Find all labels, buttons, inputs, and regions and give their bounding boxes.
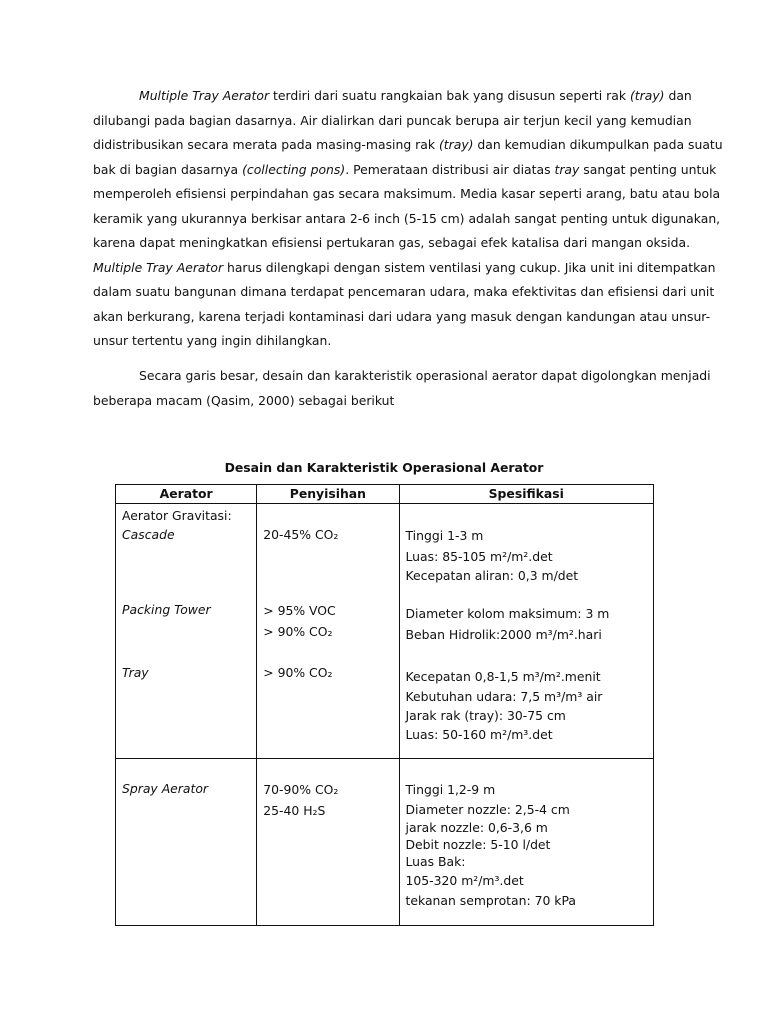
aerator-name-cascade: Cascade bbox=[122, 527, 175, 542]
spec-spray-nozzle-flow: Debit nozzle: 5-10 l/det bbox=[405, 837, 551, 852]
text-run: memperoleh efisiensi perpindahan gas secara maksimum. Media kasar seperti arang, batu atau bola bbox=[93, 186, 721, 201]
table-header-row bbox=[116, 485, 654, 504]
aerator-name-spray: Spray Aerator bbox=[122, 781, 209, 796]
text-run: akan berkurang, karena terjadi kontaminasi dari udara yang masuk dengan kandungan atau unsur- bbox=[93, 308, 711, 324]
text-run: keramik yang ukurannya berkisar antara 2-6 inch (5-15 cm) adalah sangat penting untuk digunakan, bbox=[93, 210, 721, 226]
spec-packing-diameter: Diameter kolom maksimum: 3 m bbox=[405, 606, 610, 621]
header-penyisihan: Penyisihan bbox=[257, 485, 399, 504]
removal-spray-co2: 70-90% CO₂ bbox=[263, 782, 339, 797]
text-run: unsur tertentu yang ingin dihilangkan. bbox=[93, 333, 332, 348]
text-run: sangat penting untuk bbox=[579, 161, 717, 177]
text-run: harus dilengkapi dengan sistem ventilasi yang cukup. Jika unit ini ditempatkan bbox=[223, 259, 716, 275]
spec-cascade-area: Luas: 85-105 m²/m².det bbox=[405, 549, 553, 564]
header-spesifikasi: Spesifikasi bbox=[399, 485, 654, 504]
spec-cell bbox=[399, 504, 654, 759]
text-run: (collecting pons) bbox=[242, 161, 346, 177]
spec-tray-velocity: Kecepatan 0,8-1,5 m³/m².menit bbox=[405, 669, 601, 684]
removal-packing-co2: > 90% CO₂ bbox=[263, 624, 333, 639]
paragraph-line bbox=[93, 235, 691, 260]
paragraph-line bbox=[93, 333, 676, 358]
text-run: Multiple Tray Aerator bbox=[93, 259, 224, 275]
spec-spray-basin: Luas Bak: bbox=[405, 854, 466, 869]
spec-spray-nozzle-diameter: Diameter nozzle: 2,5-4 cm bbox=[405, 802, 570, 817]
paragraph-line bbox=[93, 210, 721, 236]
paragraph-line bbox=[93, 112, 692, 138]
aerator-name-packing-tower: Packing Tower bbox=[122, 602, 211, 617]
paragraph-line bbox=[93, 88, 692, 113]
spec-spray-height: Tinggi 1,2-9 m bbox=[405, 782, 496, 797]
removal-cell bbox=[257, 504, 399, 759]
text-run: Secara garis besar, desain dan karakteristik operasional aerator dapat digolongkan menjadi bbox=[139, 368, 711, 383]
text-run: beberapa macam (Qasim, 2000) sebagai berikut bbox=[93, 392, 395, 408]
text-run: Multiple Tray Aerator bbox=[139, 88, 270, 103]
paragraph-line bbox=[93, 161, 717, 187]
spec-cascade-velocity: Kecepatan aliran: 0,3 m/det bbox=[405, 568, 579, 583]
paragraph-line bbox=[93, 284, 715, 309]
table-row bbox=[116, 759, 654, 926]
text-run: dilubangi pada bagian dasarnya. Air dialirkan dari puncak berupa air terjun kecil yang kemudian bbox=[93, 112, 692, 128]
text-run: (tray) bbox=[629, 88, 665, 103]
aerator-name-tray: Tray bbox=[122, 665, 149, 680]
spec-spray-area: 105-320 m²/m³.det bbox=[405, 873, 524, 888]
paragraph-multiple-tray-aerator bbox=[93, 88, 723, 358]
removal-cell bbox=[257, 759, 399, 926]
removal-cascade: 20-45% CO₂ bbox=[263, 527, 339, 542]
text-run: (tray) bbox=[438, 137, 474, 152]
aerator-cell bbox=[116, 504, 257, 759]
text-run: terdiri dari suatu rangkaian bak yang disusun seperti rak bbox=[269, 88, 630, 103]
paragraph-line bbox=[93, 308, 711, 334]
spec-spray-nozzle-spacing: jarak nozzle: 0,6-3,6 m bbox=[405, 820, 548, 835]
spec-packing-load: Beban Hidrolik:2000 m³/m².hari bbox=[405, 627, 602, 642]
text-run: dan kemudian dikumpulkan pada suatu bbox=[473, 137, 723, 152]
text-run: tray bbox=[554, 161, 580, 177]
text-run: . Pemerataan distribusi air diatas bbox=[345, 161, 555, 177]
header-aerator: Aerator bbox=[116, 485, 257, 504]
spec-spray-pressure: tekanan semprotan: 70 kPa bbox=[405, 893, 576, 908]
table-row bbox=[116, 504, 654, 759]
paragraph-line bbox=[93, 393, 676, 418]
spec-cascade-height: Tinggi 1-3 m bbox=[405, 528, 484, 543]
spec-tray-air: Kebutuhan udara: 7,5 m³/m³ air bbox=[405, 689, 603, 704]
table-title: Desain dan Karakteristik Operasional Aerator bbox=[224, 460, 544, 475]
spec-cell bbox=[399, 759, 654, 926]
spec-tray-area: Luas: 50-160 m²/m³.det bbox=[405, 727, 553, 742]
paragraph-line bbox=[93, 186, 721, 211]
paragraph-line bbox=[93, 259, 716, 285]
paragraph-line bbox=[93, 368, 711, 393]
paragraph-aerator-classification bbox=[93, 368, 711, 417]
text-run: bak di bagian dasarnya bbox=[93, 161, 243, 177]
text-run: karena dapat meningkatkan efisiensi pertukaran gas, sebagai efek katalisa dari mangan oksida. bbox=[93, 235, 691, 250]
text-run: dalam suatu bangunan dimana terdapat pencemaran udara, maka efektivitas dan efisiensi dari unit bbox=[93, 284, 715, 299]
group-label: Aerator Gravitasi: bbox=[122, 508, 232, 523]
text-run: didistribusikan secara merata pada masing-masing rak bbox=[93, 137, 439, 152]
spec-tray-spacing: Jarak rak (tray): 30-75 cm bbox=[405, 708, 566, 723]
removal-tray: > 90% CO₂ bbox=[263, 665, 333, 680]
aerator-cell bbox=[116, 759, 257, 926]
aerator-table bbox=[115, 484, 654, 926]
removal-packing-voc: > 95% VOC bbox=[263, 603, 336, 618]
paragraph-line bbox=[93, 137, 723, 162]
text-run: dan bbox=[664, 88, 692, 103]
removal-spray-h2s: 25-40 H₂S bbox=[263, 803, 326, 818]
